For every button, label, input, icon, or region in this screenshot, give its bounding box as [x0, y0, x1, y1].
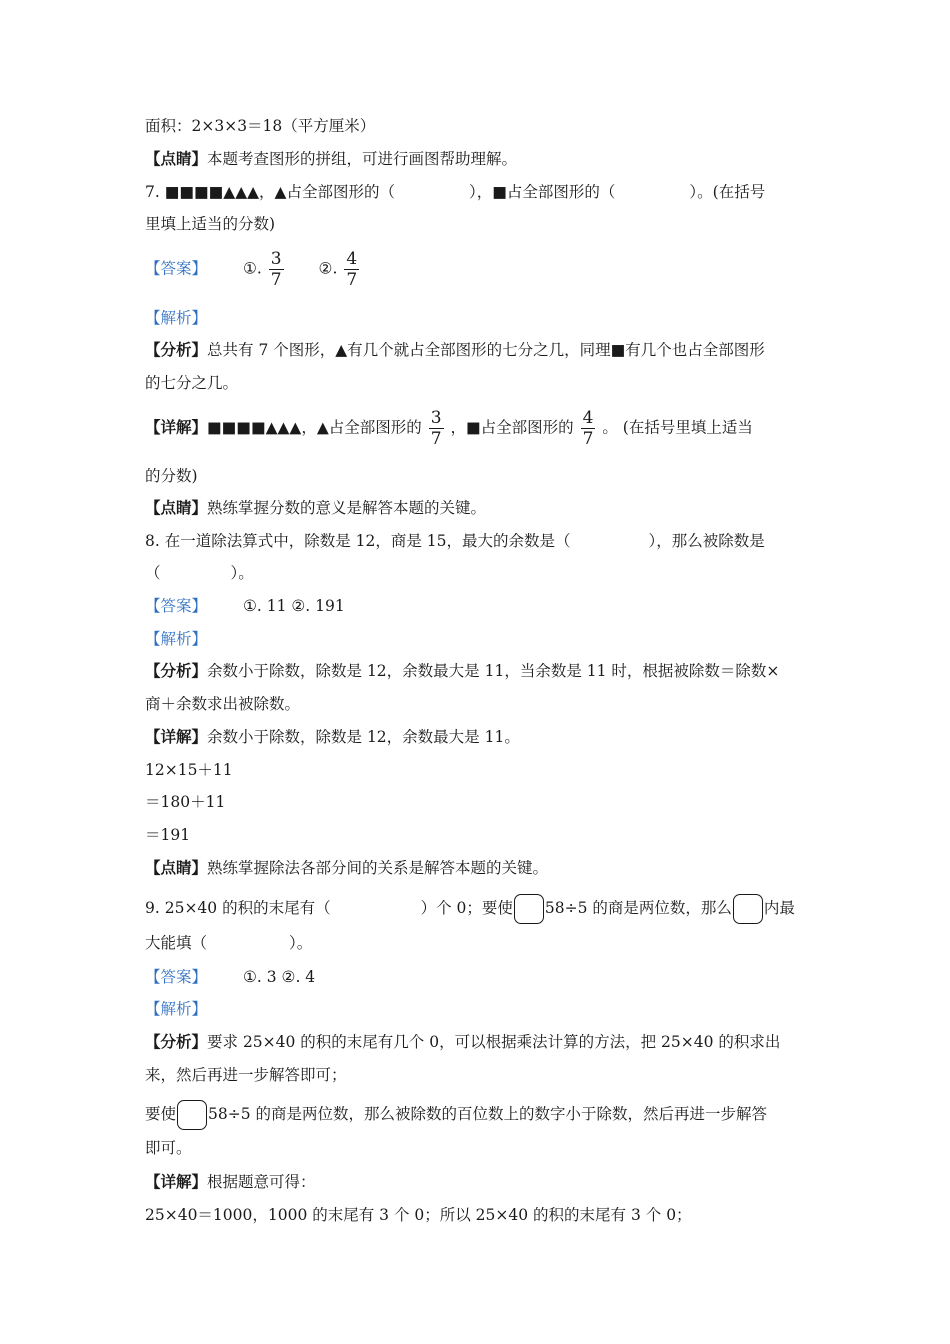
dianjing-line: 【点睛】本题考查图形的拼组，可进行画图帮助理解。 [145, 149, 518, 168]
q7-answer: 【答案】 ①. $\frac{3}{7}$ ②. $\frac{4}{7}$ [145, 249, 358, 290]
q7-xiangjie-cont: 的分数) [145, 467, 198, 485]
jiexi-tag: 【解析】 [145, 1000, 208, 1018]
blank-box [177, 1100, 207, 1130]
area-line: 面积：2×3×3＝18（平方厘米） [145, 117, 376, 135]
q8-calc-2: ＝180＋11 [145, 793, 226, 811]
q8-fenxi: 【分析】余数小于除数，除数是 12，余数最大是 11，当余数是 11 时，根据被除数＝除数× [145, 661, 780, 680]
q8-calc-1: 12×15＋11 [145, 761, 233, 779]
question-7-cont: 里填上适当的分数) [145, 215, 276, 233]
fraction: $\frac{3}{7}$ [430, 408, 442, 449]
question-9: 9. 25×40 的积的末尾有（ ）个 0；要使 58÷5 的商是两位数，那么 内最 [145, 894, 795, 924]
q7-dianjing: 【点睛】熟练掌握分数的意义是解答本题的关键。 [145, 498, 487, 517]
fraction: $\frac{4}{7}$ [346, 249, 358, 290]
blank-box [733, 894, 763, 924]
jiexi-tag: 【解析】 [145, 630, 208, 648]
fraction: $\frac{3}{7}$ [270, 249, 282, 290]
q7-fenxi: 【分析】总共有 7 个图形，▲有几个就占全部图形的七分之几，同理■有几个也占全部图形 [145, 340, 765, 359]
q9-answer: 【答案】 ①. 3 ②. 4 [145, 968, 316, 986]
q8-dianjing: 【点睛】熟练掌握除法各部分间的关系是解答本题的关键。 [145, 858, 549, 877]
blank-box [514, 894, 544, 924]
q8-fenxi-cont: 商＋余数求出被除数。 [145, 695, 301, 713]
q8-answer: 【答案】 ①. 11 ②. 191 [145, 597, 345, 615]
question-8: 8. 在一道除法算式中，除数是 12，商是 15，最大的余数是（ ），那么被除数是 [145, 532, 765, 550]
fraction: $\frac{4}{7}$ [582, 408, 594, 449]
q7-xiangjie: 【详解】■■■■▲▲▲，▲占全部图形的 $\frac{3}{7}$ ，■占全部图形的 $\frac{4}{7}$ 。 (在括号里填上适当 [145, 408, 753, 449]
q9-fenxi: 【分析】要求 25×40 的积的末尾有几个 0，可以根据乘法计算的方法，把 25×40 的积求出 [145, 1032, 781, 1051]
q9-fenxi-2-cont: 即可。 [145, 1139, 192, 1157]
question-7: 7. ■■■■▲▲▲，▲占全部图形的（ ），■占全部图形的（ ）。(在括号 [145, 183, 766, 201]
q9-xiangjie: 【详解】根据题意可得： [145, 1172, 316, 1191]
q8-calc-3: ＝191 [145, 826, 191, 844]
question-9-cont: 大能填（ ）。 [145, 934, 313, 952]
q9-fenxi-2: 要使 58÷5 的商是两位数，那么被除数的百位数上的数字小于除数，然后再进一步解答 [145, 1100, 767, 1130]
jiexi-tag: 【解析】 [145, 309, 208, 327]
q9-fenxi-cont: 来，然后再进一步解答即可； [145, 1066, 347, 1084]
q7-fenxi-cont: 的七分之几。 [145, 374, 239, 392]
q9-xiangjie-cont: 25×40＝1000，1000 的末尾有 3 个 0；所以 25×40 的积的末尾有 3 个 0； [145, 1206, 692, 1224]
q8-xiangjie: 【详解】余数小于除数，除数是 12，余数最大是 11。 [145, 727, 520, 746]
question-8-cont: （ ）。 [145, 564, 254, 582]
